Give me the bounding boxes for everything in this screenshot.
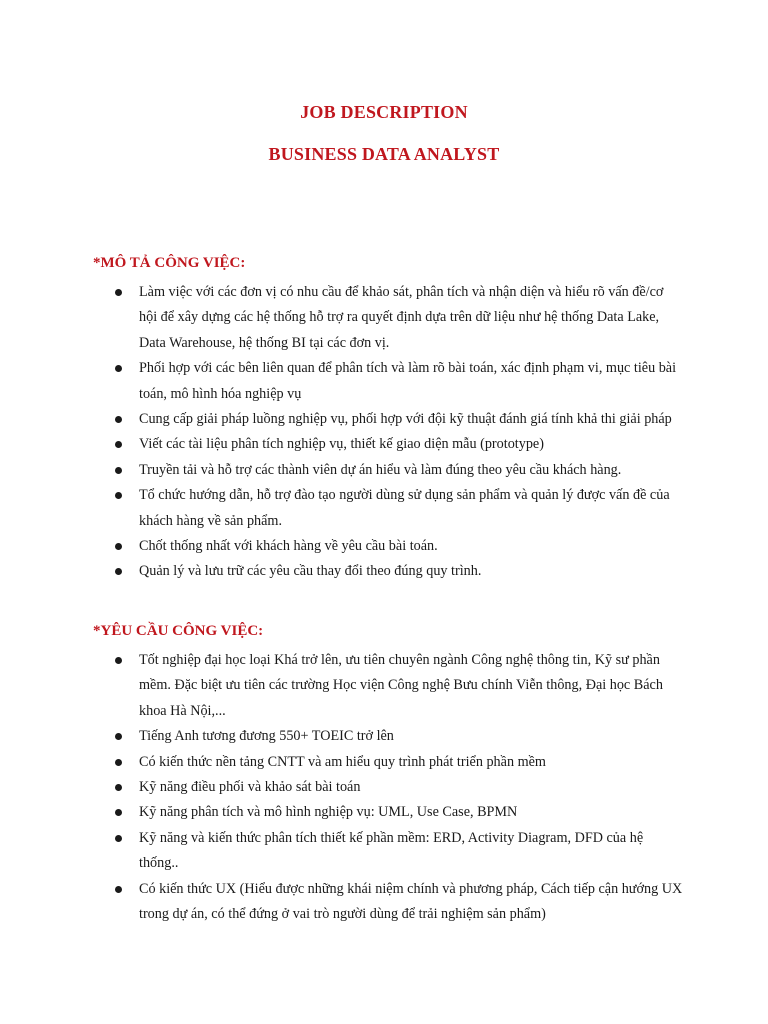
job-description-section xyxy=(93,252,683,585)
list-item xyxy=(93,432,683,457)
list-item xyxy=(93,800,683,825)
list-item xyxy=(93,877,683,928)
section-heading: *YÊU CẦU CÔNG VIỆC: xyxy=(93,623,264,639)
list-item-text: Có kiến thức UX (Hiểu được những khái niệm chính và phương pháp, Cách tiếp cận hướng UX trong dự án, có thể đứng ở vai trò người dùng để trải nghiệm sản phẩm) xyxy=(139,880,683,923)
bullet-icon xyxy=(115,809,122,816)
list-item-text: Viết các tài liệu phân tích nghiệp vụ, thiết kế giao diện mẫu (prototype) xyxy=(139,436,544,453)
bullet-list xyxy=(93,280,683,585)
list-item xyxy=(93,648,683,724)
bullet-icon xyxy=(115,492,122,499)
list-item-text: Kỹ năng và kiến thức phân tích thiết kế phần mềm: ERD, Activity Diagram, DFD của hệ thống.. xyxy=(139,829,644,872)
list-item-text: Quản lý và lưu trữ các yêu cầu thay đổi theo đúng quy trình. xyxy=(139,563,482,580)
list-item xyxy=(93,775,683,800)
bullet-icon xyxy=(115,543,122,550)
list-item-text: Tiếng Anh tương đương 550+ TOEIC trở lên xyxy=(139,728,394,745)
bullet-icon xyxy=(115,759,122,766)
list-item xyxy=(93,826,683,877)
bullet-icon xyxy=(115,784,122,791)
list-item xyxy=(93,724,683,749)
bullet-icon xyxy=(115,657,122,664)
list-item-text: Tổ chức hướng dẫn, hỗ trợ đào tạo người dùng sử dụng sản phẩm và quản lý được vấn đề của khách hàng về sản phẩm. xyxy=(139,487,670,529)
job-requirements-section xyxy=(93,620,683,927)
list-item-text: Có kiến thức nền tảng CNTT và am hiểu quy trình phát triển phần mềm xyxy=(139,753,546,770)
list-item xyxy=(93,483,683,534)
list-item-text: Tốt nghiệp đại học loại Khá trở lên, ưu tiên chuyên ngành Công nghệ thông tin, Kỹ sư phần mềm. Đặc biệt ưu tiên các trường Học viện Công nghệ Bưu chính Viễn thông, Đại học Bách khoa Hà Nội,... xyxy=(139,652,663,719)
document-title: JOB DESCRIPTION xyxy=(300,102,468,122)
list-item xyxy=(93,458,683,483)
bullet-icon xyxy=(115,886,122,893)
list-item-text: Làm việc với các đơn vị có nhu cầu để khảo sát, phân tích và nhận diện và hiểu rõ vấn đề/cơ hội để xây dựng các hệ thống hỗ trợ ra quyết định dựa trên dữ liệu như hệ thống Data Lake, Data Warehouse, hệ thống BI tại các đơn vị. xyxy=(139,284,664,351)
bullet-icon xyxy=(115,365,122,372)
list-item-text: Kỹ năng phân tích và mô hình nghiệp vụ: UML, Use Case, BPMN xyxy=(139,804,518,821)
list-item-text: Phối hợp với các bên liên quan để phân tích và làm rõ bài toán, xác định phạm vi, mục tiêu bài toán, mô hình hóa nghiệp vụ xyxy=(139,360,677,402)
list-item xyxy=(93,534,683,559)
section-heading: *MÔ TẢ CÔNG VIỆC: xyxy=(93,255,246,271)
document-subtitle: BUSINESS DATA ANALYST xyxy=(268,144,500,164)
list-item-text: Kỹ năng điều phối và khảo sát bài toán xyxy=(139,779,361,796)
bullet-icon xyxy=(115,416,122,423)
list-item xyxy=(93,559,683,584)
bullet-list xyxy=(93,648,683,927)
bullet-icon xyxy=(115,835,122,842)
bullet-icon xyxy=(115,568,122,575)
list-item xyxy=(93,750,683,775)
bullet-icon xyxy=(115,289,122,296)
list-item-text: Cung cấp giải pháp luồng nghiệp vụ, phối hợp với đội kỹ thuật đánh giá tính khả thi giải pháp xyxy=(139,411,672,428)
list-item-text: Truyền tải và hỗ trợ các thành viên dự án hiểu và làm đúng theo yêu cầu khách hàng. xyxy=(139,461,622,478)
bullet-icon xyxy=(115,441,122,448)
list-item-text: Chốt thống nhất với khách hàng về yêu cầu bài toán. xyxy=(139,538,438,555)
bullet-icon xyxy=(115,733,122,740)
list-item xyxy=(93,280,683,356)
list-item xyxy=(93,356,683,407)
bullet-icon xyxy=(115,467,122,474)
list-item xyxy=(93,407,683,432)
